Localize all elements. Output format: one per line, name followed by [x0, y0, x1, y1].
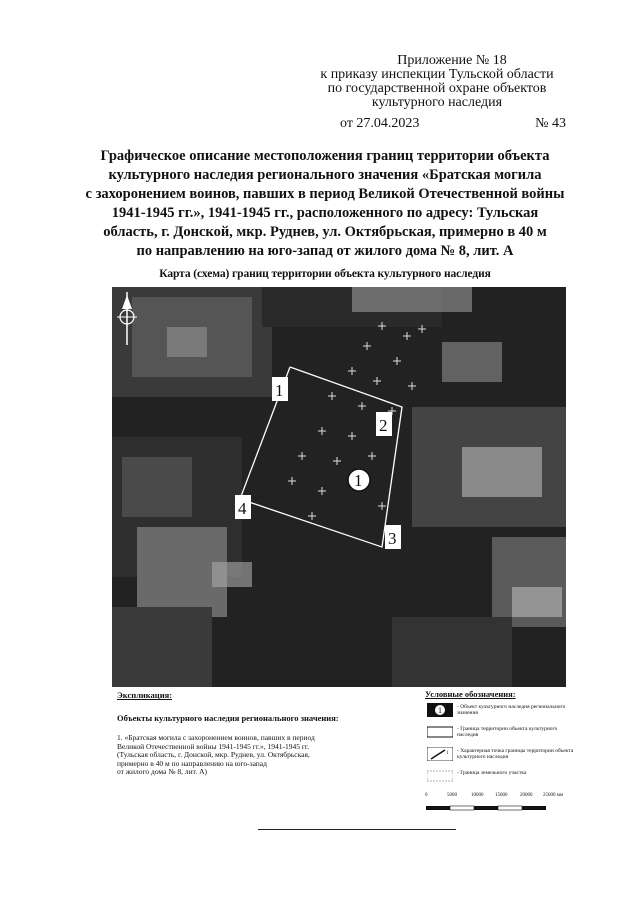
appendix-block	[292, 54, 582, 110]
scale-tick-label: 10000	[471, 793, 484, 798]
legend-row-point	[425, 747, 575, 765]
point-label-1: 1	[275, 381, 284, 400]
legend-text: - Объект культурного наследия регионального значения	[457, 704, 566, 716]
object-symbol-label: 1	[438, 706, 442, 715]
scale-bar-graphic	[425, 804, 555, 814]
map-caption: Карта (схема) границ территории объекта культурного наследия	[159, 268, 491, 280]
point-label-2: 2	[379, 416, 388, 435]
map-graphic	[112, 287, 566, 687]
point-label-3: 3	[388, 529, 397, 548]
appendix-title: Приложение № 18	[397, 53, 507, 68]
scale-tick-label: 20000	[520, 793, 533, 798]
title-line: область, г. Донской, мкр. Руднев, ул. Октябрьская, примерно в 40 м	[103, 224, 547, 240]
object-symbol-icon	[427, 703, 453, 717]
scale-tick-label: 15000	[495, 793, 508, 798]
boundary-line-icon	[427, 725, 453, 739]
point-label-4: 4	[238, 499, 247, 518]
object-marker: 1	[354, 471, 363, 490]
explication-subheading: Объекты культурного наследия регионального значения:	[117, 712, 339, 723]
legend-row-object	[425, 703, 575, 721]
appendix-line: культурного наследия	[371, 95, 503, 110]
scale-bar	[425, 793, 575, 819]
order-date: от 27.04.2023	[340, 116, 420, 131]
order-number: № 43	[535, 116, 566, 131]
legend-text: - Граница территории объекта культурного наследия	[457, 726, 558, 738]
explication-line: от жилого дома № 8, лит. А)	[117, 767, 207, 776]
legend-text: - Граница земельного участка	[457, 770, 527, 776]
title-line: Графическое описание местоположения границ территории объекта	[100, 148, 550, 164]
title-line: по направлению на юго-запад от жилого дома № 8, лит. А	[136, 243, 514, 259]
parcel-boundary-icon	[427, 769, 453, 783]
characteristic-point-icon	[427, 747, 453, 761]
explication-line: 1. «Братская могила с захоронением воинов, павших в период	[117, 733, 315, 742]
explication-line: (Тульская область, г. Донской, мкр. Руднев, ул. Октябрьская,	[117, 750, 310, 759]
document-title	[60, 147, 590, 261]
scale-ticks	[425, 793, 575, 801]
scale-tick-label: 0	[425, 793, 428, 798]
legend-block	[425, 691, 575, 791]
appendix-line: по государственной охране объектов	[327, 81, 547, 96]
order-dateline	[340, 116, 580, 132]
explication-line: Великой Отечественной войны 1941-1945 гг.», 1941-1945 гг.	[117, 741, 310, 751]
explication-block	[117, 691, 377, 777]
explication-heading: Экспликация:	[117, 690, 173, 700]
legend-row-parcel	[425, 769, 575, 787]
legend-row-boundary	[425, 725, 575, 743]
title-line: культурного наследия регионального значения «Братская могила	[108, 167, 542, 183]
scale-tick-label: 5000	[447, 793, 457, 798]
title-line: 1941-1945 гг.», 1941-1945 гг., расположенного по адресу: Тульская	[111, 205, 539, 221]
legend-text: - Характерная точка границы территории объекта культурного наследия	[457, 748, 574, 760]
point-symbol-label: 1	[446, 751, 449, 756]
explication-line: примерно в 40 м по направлению на юго-запад	[117, 758, 267, 768]
appendix-line: к приказу инспекции Тульской области	[320, 67, 554, 82]
scale-tick-label: 25000 мм	[543, 793, 564, 798]
title-line: с захоронением воинов, павших в период Великой Отечественной войны	[85, 186, 565, 202]
bottom-divider	[258, 829, 456, 830]
legend-heading: Условные обозначения:	[425, 689, 516, 699]
aerial-map	[112, 287, 566, 687]
